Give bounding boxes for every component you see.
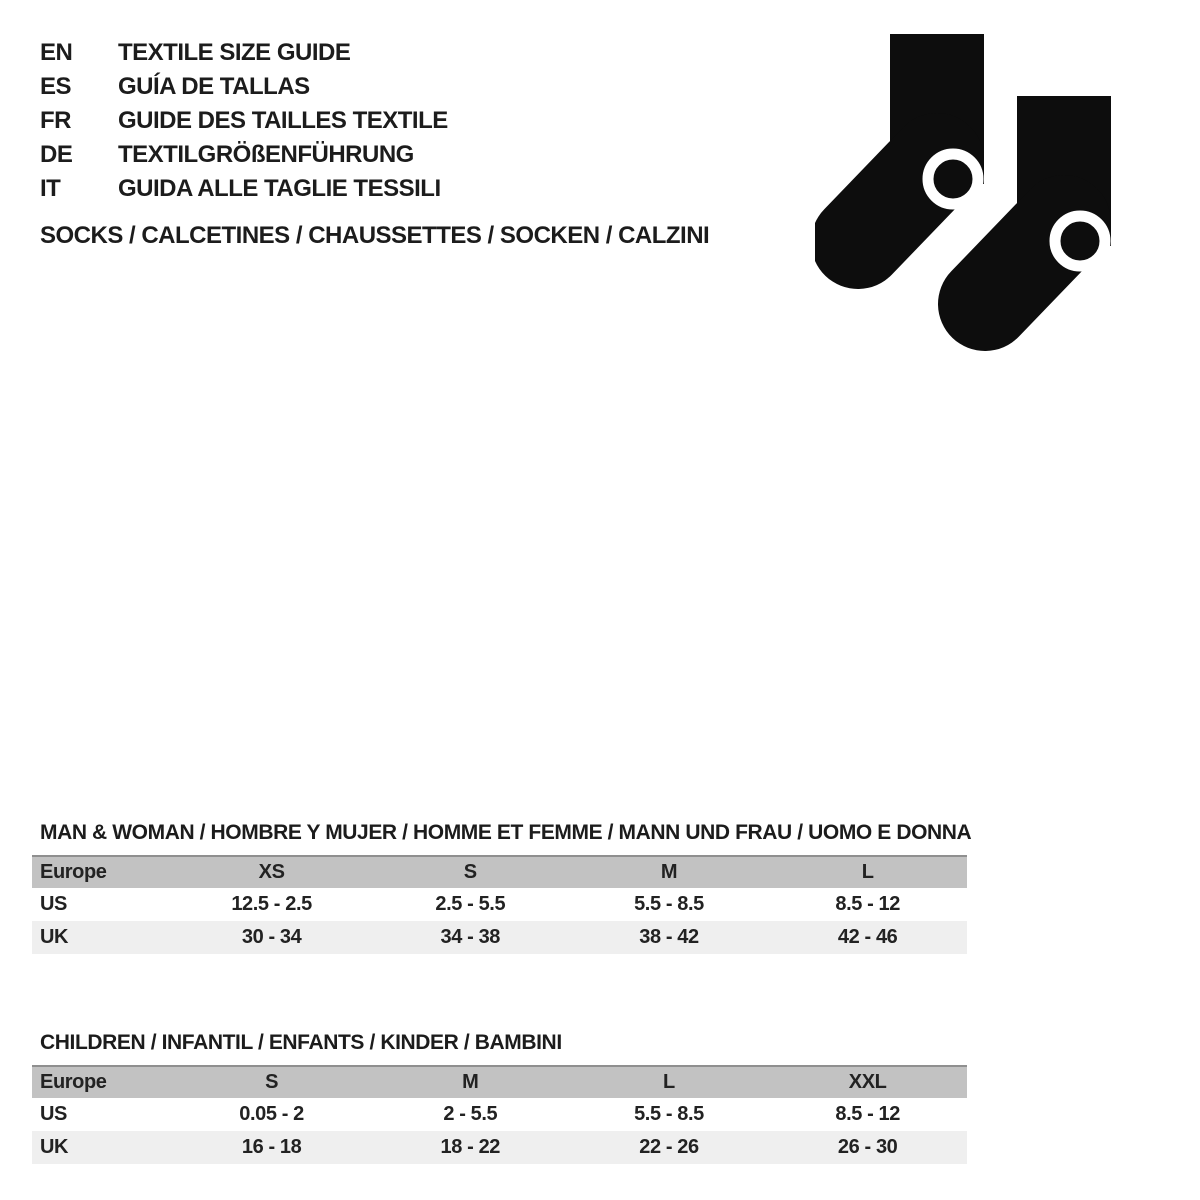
column-header-size: S <box>463 861 477 883</box>
language-code: EN <box>40 39 73 66</box>
size-table-children <box>32 1065 967 1164</box>
column-header-size: L <box>663 1071 675 1093</box>
guide-title: TEXTILGRÖßENFÜHRUNG <box>118 141 414 168</box>
size-value: 8.5 - 12 <box>835 1103 900 1125</box>
row-label: US <box>40 1103 67 1125</box>
size-value: 8.5 - 12 <box>835 893 900 915</box>
table-row <box>32 888 967 921</box>
language-row-de <box>40 138 448 172</box>
guide-title: TEXTILE SIZE GUIDE <box>118 39 351 66</box>
size-value: 38 - 42 <box>639 926 699 948</box>
category-line: SOCKS / CALCETINES / CHAUSSETTES / SOCKEN / CALZINI <box>40 222 710 249</box>
language-title-list <box>40 36 448 206</box>
column-header-region: Europe <box>40 1071 107 1093</box>
size-value: 12.5 - 2.5 <box>231 893 312 915</box>
size-value: 2 - 5.5 <box>443 1103 498 1125</box>
guide-title: GUIDE DES TAILLES TEXTILE <box>118 107 448 134</box>
size-value: 5.5 - 8.5 <box>634 893 704 915</box>
row-label: UK <box>40 926 69 948</box>
size-value: 26 - 30 <box>837 1136 898 1158</box>
table-row <box>32 921 967 954</box>
column-header-region: Europe <box>40 861 107 883</box>
table-header-row <box>32 856 967 888</box>
language-code: IT <box>40 175 61 202</box>
guide-title: GUIDA ALLE TAGLIE TESSILI <box>118 175 441 202</box>
language-row-fr <box>40 104 448 138</box>
column-header-size: M <box>660 861 678 883</box>
size-value: 2.5 - 5.5 <box>435 893 506 915</box>
size-table-man-woman <box>32 855 967 954</box>
column-header-size: XXL <box>848 1071 887 1093</box>
size-value: 30 - 34 <box>241 926 302 948</box>
size-value: 42 - 46 <box>837 926 898 948</box>
column-header-size: XS <box>258 861 285 883</box>
language-code: DE <box>40 141 73 168</box>
language-code: ES <box>40 73 72 100</box>
table-row <box>32 1131 967 1164</box>
row-label: US <box>40 893 67 915</box>
column-header-size: L <box>861 861 874 883</box>
size-value: 16 - 18 <box>241 1136 302 1158</box>
language-row-en <box>40 36 448 70</box>
column-header-size: M <box>462 1071 479 1093</box>
table-title-children: CHILDREN / INFANTIL / ENFANTS / KINDER / BAMBINI <box>40 1031 562 1054</box>
size-value: 0.05 - 2 <box>239 1103 304 1125</box>
table-title-man-woman: MAN & WOMAN / HOMBRE Y MUJER / HOMME ET FEMME / MANN UND FRAU / UOMO E DONNA <box>40 821 972 844</box>
socks-icon <box>815 26 1115 358</box>
guide-title: GUÍA DE TALLAS <box>118 73 310 100</box>
section-man-woman <box>0 821 1200 948</box>
section-children <box>0 1031 1200 1158</box>
language-row-it <box>40 172 448 206</box>
language-row-es <box>40 70 448 104</box>
size-value: 5.5 - 8.5 <box>634 1103 704 1125</box>
table-header-row <box>32 1066 967 1098</box>
column-header-size: S <box>265 1071 279 1093</box>
socks-icon-svg <box>815 26 1115 358</box>
row-label: UK <box>40 1136 69 1158</box>
size-value: 34 - 38 <box>440 926 501 948</box>
size-value: 22 - 26 <box>639 1136 699 1158</box>
size-value: 18 - 22 <box>440 1136 501 1158</box>
table-row <box>32 1098 967 1131</box>
language-code: FR <box>40 107 71 134</box>
